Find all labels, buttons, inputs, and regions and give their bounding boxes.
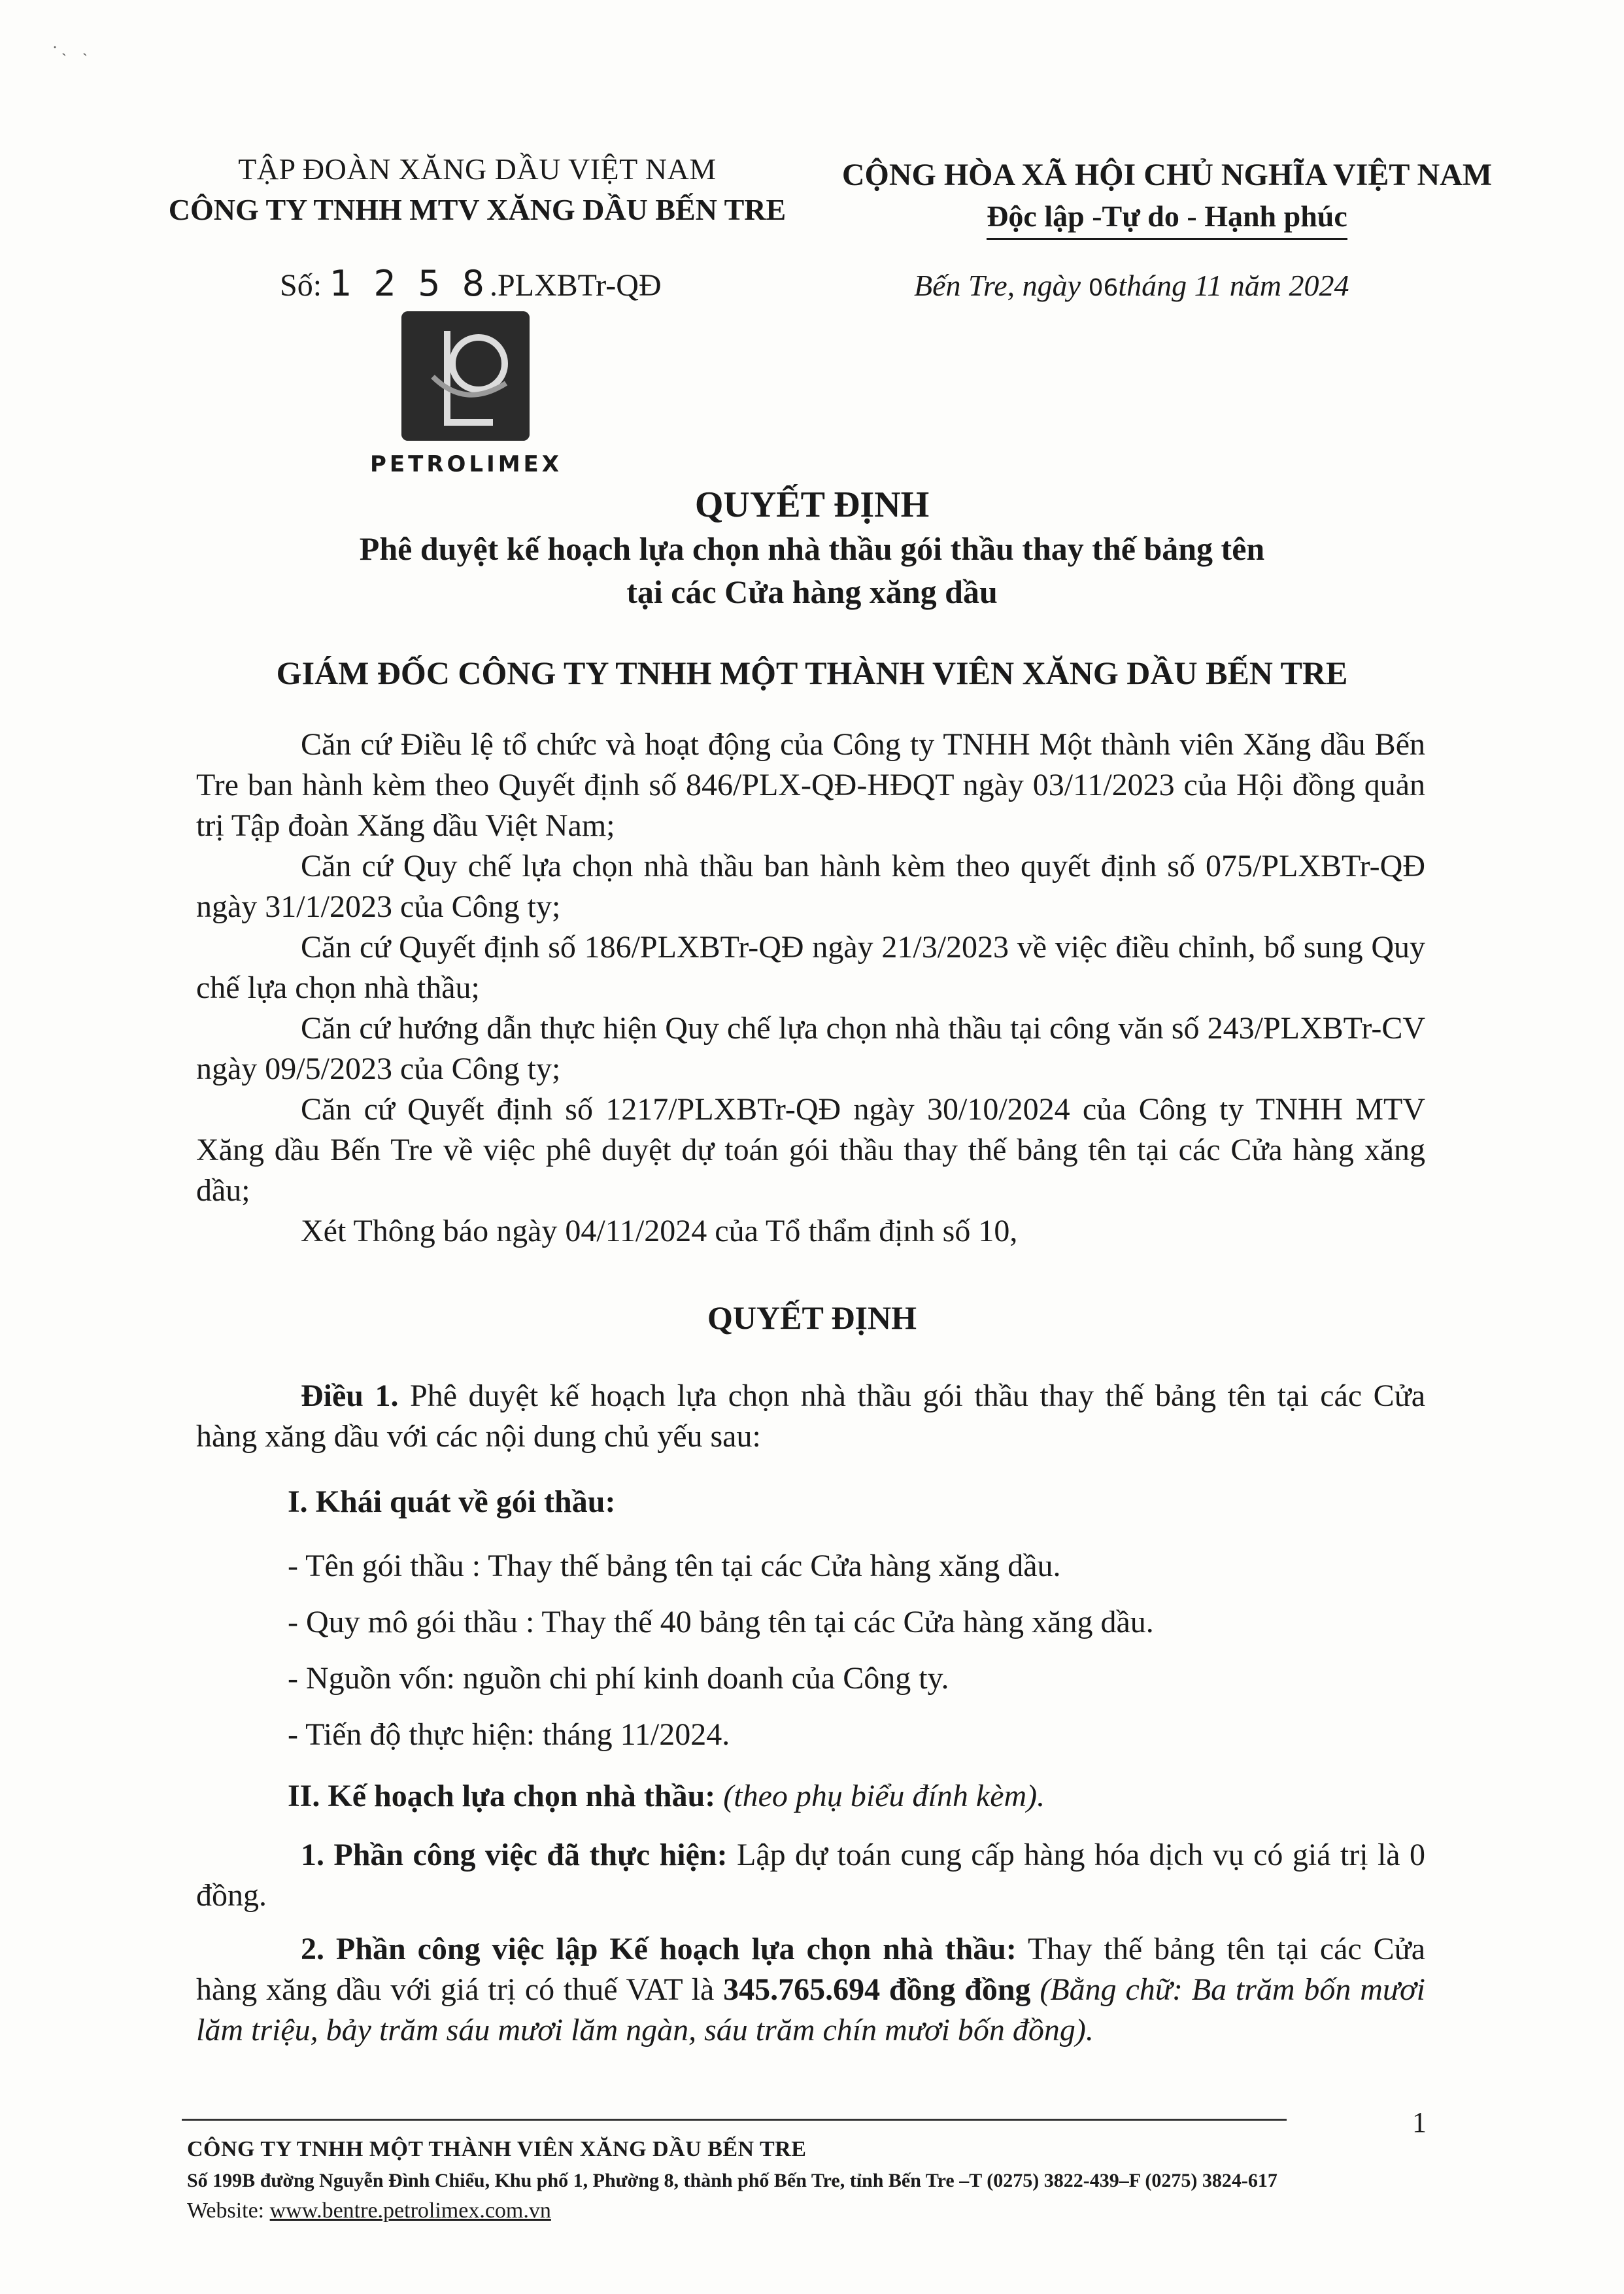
website-link[interactable]: www.bentre.petrolimex.com.vn [269, 2199, 551, 2223]
logo-wordmark: PETROLIMEX [369, 451, 562, 477]
section-2-item-1: 1. Phần công việc đã thực hiện: Lập dự toán cung cấp hàng hóa dịch vụ có giá trị là 0 đồng. [196, 1838, 1426, 1913]
basis-paragraph: Căn cứ hướng dẫn thực hiện Quy chế lựa chọn nhà thầu tại công văn số 243/PLXBTr-CV ngày 09/5/2023 của Công ty; [196, 1011, 1425, 1086]
section-2-heading: II. Kế hoạch lựa chọn nhà thầu: (theo phụ biểu đính kèm). [288, 1779, 1045, 1813]
basis-paragraph: Xét Thông báo ngày 04/11/2024 của Tổ thẩm định số 10, [301, 1214, 1018, 1248]
issuer-title: GIÁM ĐỐC CÔNG TY TNHH MỘT THÀNH VIÊN XĂNG DẦU BẾN TRE [276, 655, 1348, 691]
basis-paragraph: Căn cứ Quy chế lựa chọn nhà thầu ban hành kèm theo quyết định số 075/PLXBTr-QĐ ngày 31/1/2023 của Công ty; [196, 849, 1425, 924]
basis-paragraph: Căn cứ Quyết định số 1217/PLXBTr-QĐ ngày 30/10/2024 của Công ty TNHH MTV Xăng dầu Bến Tre về việc phê duyệt dự toán gói thầu thay thế bảng tên tại các Cửa hàng xăng dầu; [196, 1092, 1425, 1208]
decision-subject-line2: tại các Cửa hàng xăng dầu [626, 574, 998, 610]
nation-title: CỘNG HÒA XÃ HỘI CHỦ NGHĨA VIỆT NAM [841, 158, 1493, 192]
page-number: 1 [1412, 2106, 1427, 2138]
scan-marks: · ˎ ˏ [52, 39, 88, 56]
petrolimex-logo-icon [401, 311, 530, 441]
issuer-header [131, 149, 824, 230]
national-header [804, 154, 1530, 240]
footer-company: CÔNG TY TNHH MỘT THÀNH VIÊN XĂNG DẦU BẾN TRE [187, 2137, 807, 2161]
list-item: - Tiến độ thực hiện: tháng 11/2024. [288, 1717, 730, 1752]
basis-paragraph: Căn cứ Quyết định số 186/PLXBTr-QĐ ngày 21/3/2023 về việc điều chỉnh, bổ sung Quy chế lựa chọn nhà thầu; [196, 930, 1425, 1005]
list-item: - Nguồn vốn: nguồn chi phí kinh doanh của Công ty. [288, 1661, 949, 1696]
document-number: Số: 1 2 5 8.PLXBTr-QĐ [280, 263, 662, 304]
decision-title: QUYẾT ĐỊNH [694, 485, 930, 525]
company-name: CÔNG TY TNHH MTV XĂNG DẦU BẾN TRE [168, 193, 787, 226]
section-1-heading: I. Khái quát về gói thầu: [288, 1484, 616, 1519]
national-motto: Độc lập -Tự do - Hạnh phúc [987, 196, 1347, 240]
footer-website: Website: www.bentre.petrolimex.com.vn [187, 2199, 551, 2223]
footer-divider [182, 2119, 1287, 2121]
handwritten-number: 1 2 5 8 [330, 263, 490, 304]
decision-subject-line1: Phê duyệt kế hoạch lựa chọn nhà thầu gói thầu thay thế bảng tên [359, 530, 1265, 567]
contract-amount: 345.765.694 đồng đồng [723, 1972, 1031, 2007]
footer-address: Số 199B đường Nguyễn Đình Chiểu, Khu phố 1, Phường 8, thành phố Bến Tre, tỉnh Bến Tre –T (0275) 3822-439–F (0275) 3824-617 [187, 2170, 1277, 2191]
list-item: - Tên gói thầu : Thay thế bảng tên tại các Cửa hàng xăng dầu. [288, 1549, 1061, 1583]
parent-org: TẬP ĐOÀN XĂNG DẦU VIỆT NAM [238, 152, 717, 186]
decision-heading: QUYẾT ĐỊNH [707, 1299, 917, 1336]
place-date: Bến Tre, ngày 06tháng 11 năm 2024 [914, 269, 1349, 302]
section-2-item-2: 2. Phần công việc lập Kế hoạch lựa chọn nhà thầu: Thay thế bảng tên tại các Cửa hàng xăng dầu với giá trị có thuế VAT là 345.765.694 đồng đồng (Bằng chữ: Ba trăm bốn mươi lăm triệu, bảy trăm sáu mươi lăm ngàn, sáu trăm chín mươi bốn đồng). [196, 1932, 1426, 2047]
list-item: - Quy mô gói thầu : Thay thế 40 bảng tên tại các Cửa hàng xăng dầu. [288, 1605, 1154, 1639]
handwritten-day: 06 [1088, 275, 1119, 301]
basis-paragraph: Căn cứ Điều lệ tổ chức và hoạt động của Công ty TNHH Một thành viên Xăng dầu Bến Tre ban hành kèm theo Quyết định số 846/PLX-QĐ-HĐQT ngày 03/11/2023 của Hội đồng quản trị Tập đoàn Xăng dầu Việt Nam; [196, 727, 1425, 843]
article-1: Điều 1. Phê duyệt kế hoạch lựa chọn nhà thầu gói thầu thay thế bảng tên tại các Cửa hàng xăng dầu với các nội dung chủ yếu sau: [196, 1378, 1426, 1454]
